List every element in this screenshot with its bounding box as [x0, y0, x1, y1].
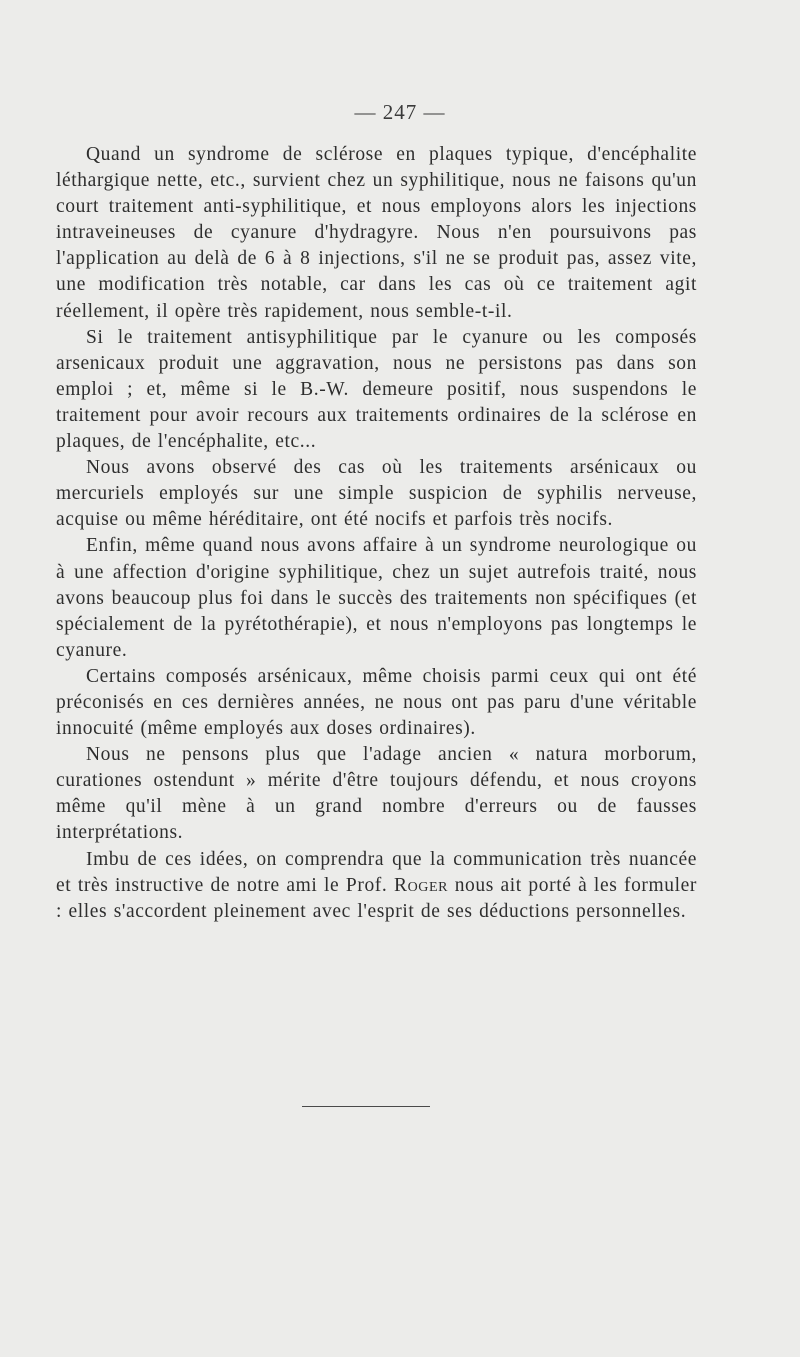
page-number: — 247 — — [354, 100, 446, 124]
paragraph: Enfin, même quand nous avons affaire à un syndrome neurologique ou à une affection d'origine syphilitique, chez un sujet autrefois traité, nous avons beaucoup plus foi dans le succès des traitements non spécifiques (et spécialement de la pyrétothérapie), et nous n'employons pas longtemps le cyanure. — [56, 535, 697, 661]
final-paragraph-end: nous ait porté à les formuler : elles s'accordent pleinement avec l'esprit de ses déductions personnelles. — [56, 874, 698, 922]
final-paragraph — [56, 847, 697, 925]
paragraph: Si le traitement antisyphilitique par le cyanure ou les composés arsenicaux produit une aggravation, nous ne persistons pas dans son emploi ; et, même si le B.-W. demeure positif, nous suspendons le traitement pour avoir recours aux traitements ordinaires de la sclérose en plaques, de l'encéphalite, etc... — [56, 326, 697, 453]
final-paragraph-start: Imbu de ces idées, on comprendra que la communication très nuancée et très instructive de notre ami le Prof. — [56, 848, 697, 896]
section-end-rule — [302, 1106, 430, 1107]
paragraph: Nous avons observé des cas où les traitements arsénicaux ou mercuriels employés sur une simple suspicion de syphilis nerveuse, acquise ou même héréditaire, ont été nocifs et parfois très nocifs. — [56, 457, 697, 531]
paragraph: Nous ne pensons plus que l'adage ancien « natura morborum, curationes ostendunt » mérite d'être toujours défendu, et nous croyons même qu'il mène à un grand nombre d'erreurs ou de fausses interprétations. — [56, 744, 697, 844]
paragraph: Quand un syndrome de sclérose en plaques typique, d'encéphalite léthargique nette, etc., survient chez un syphilitique, nous ne faisons qu'un court traitement anti-syphilitique, et nous employons alors les injections intraveineuses de cyanure d'hydragyre. Nous n'en poursuivons pas l'application au delà de 6 à 8 injections, s'il ne se produit pas, assez vite, une modification très notable, car dans les cas où ce traitement agit réellement, il opère très rapidement, nous semble-t-il. — [56, 144, 697, 322]
author-name: Roger — [393, 874, 449, 896]
body-text — [56, 142, 697, 925]
paragraph: Certains composés arsénicaux, même choisis parmi ceux qui ont été préconisés en ces dernières années, ne nous ont pas paru d'une véritable innocuité (même employés aux doses ordinaires). — [56, 665, 697, 740]
